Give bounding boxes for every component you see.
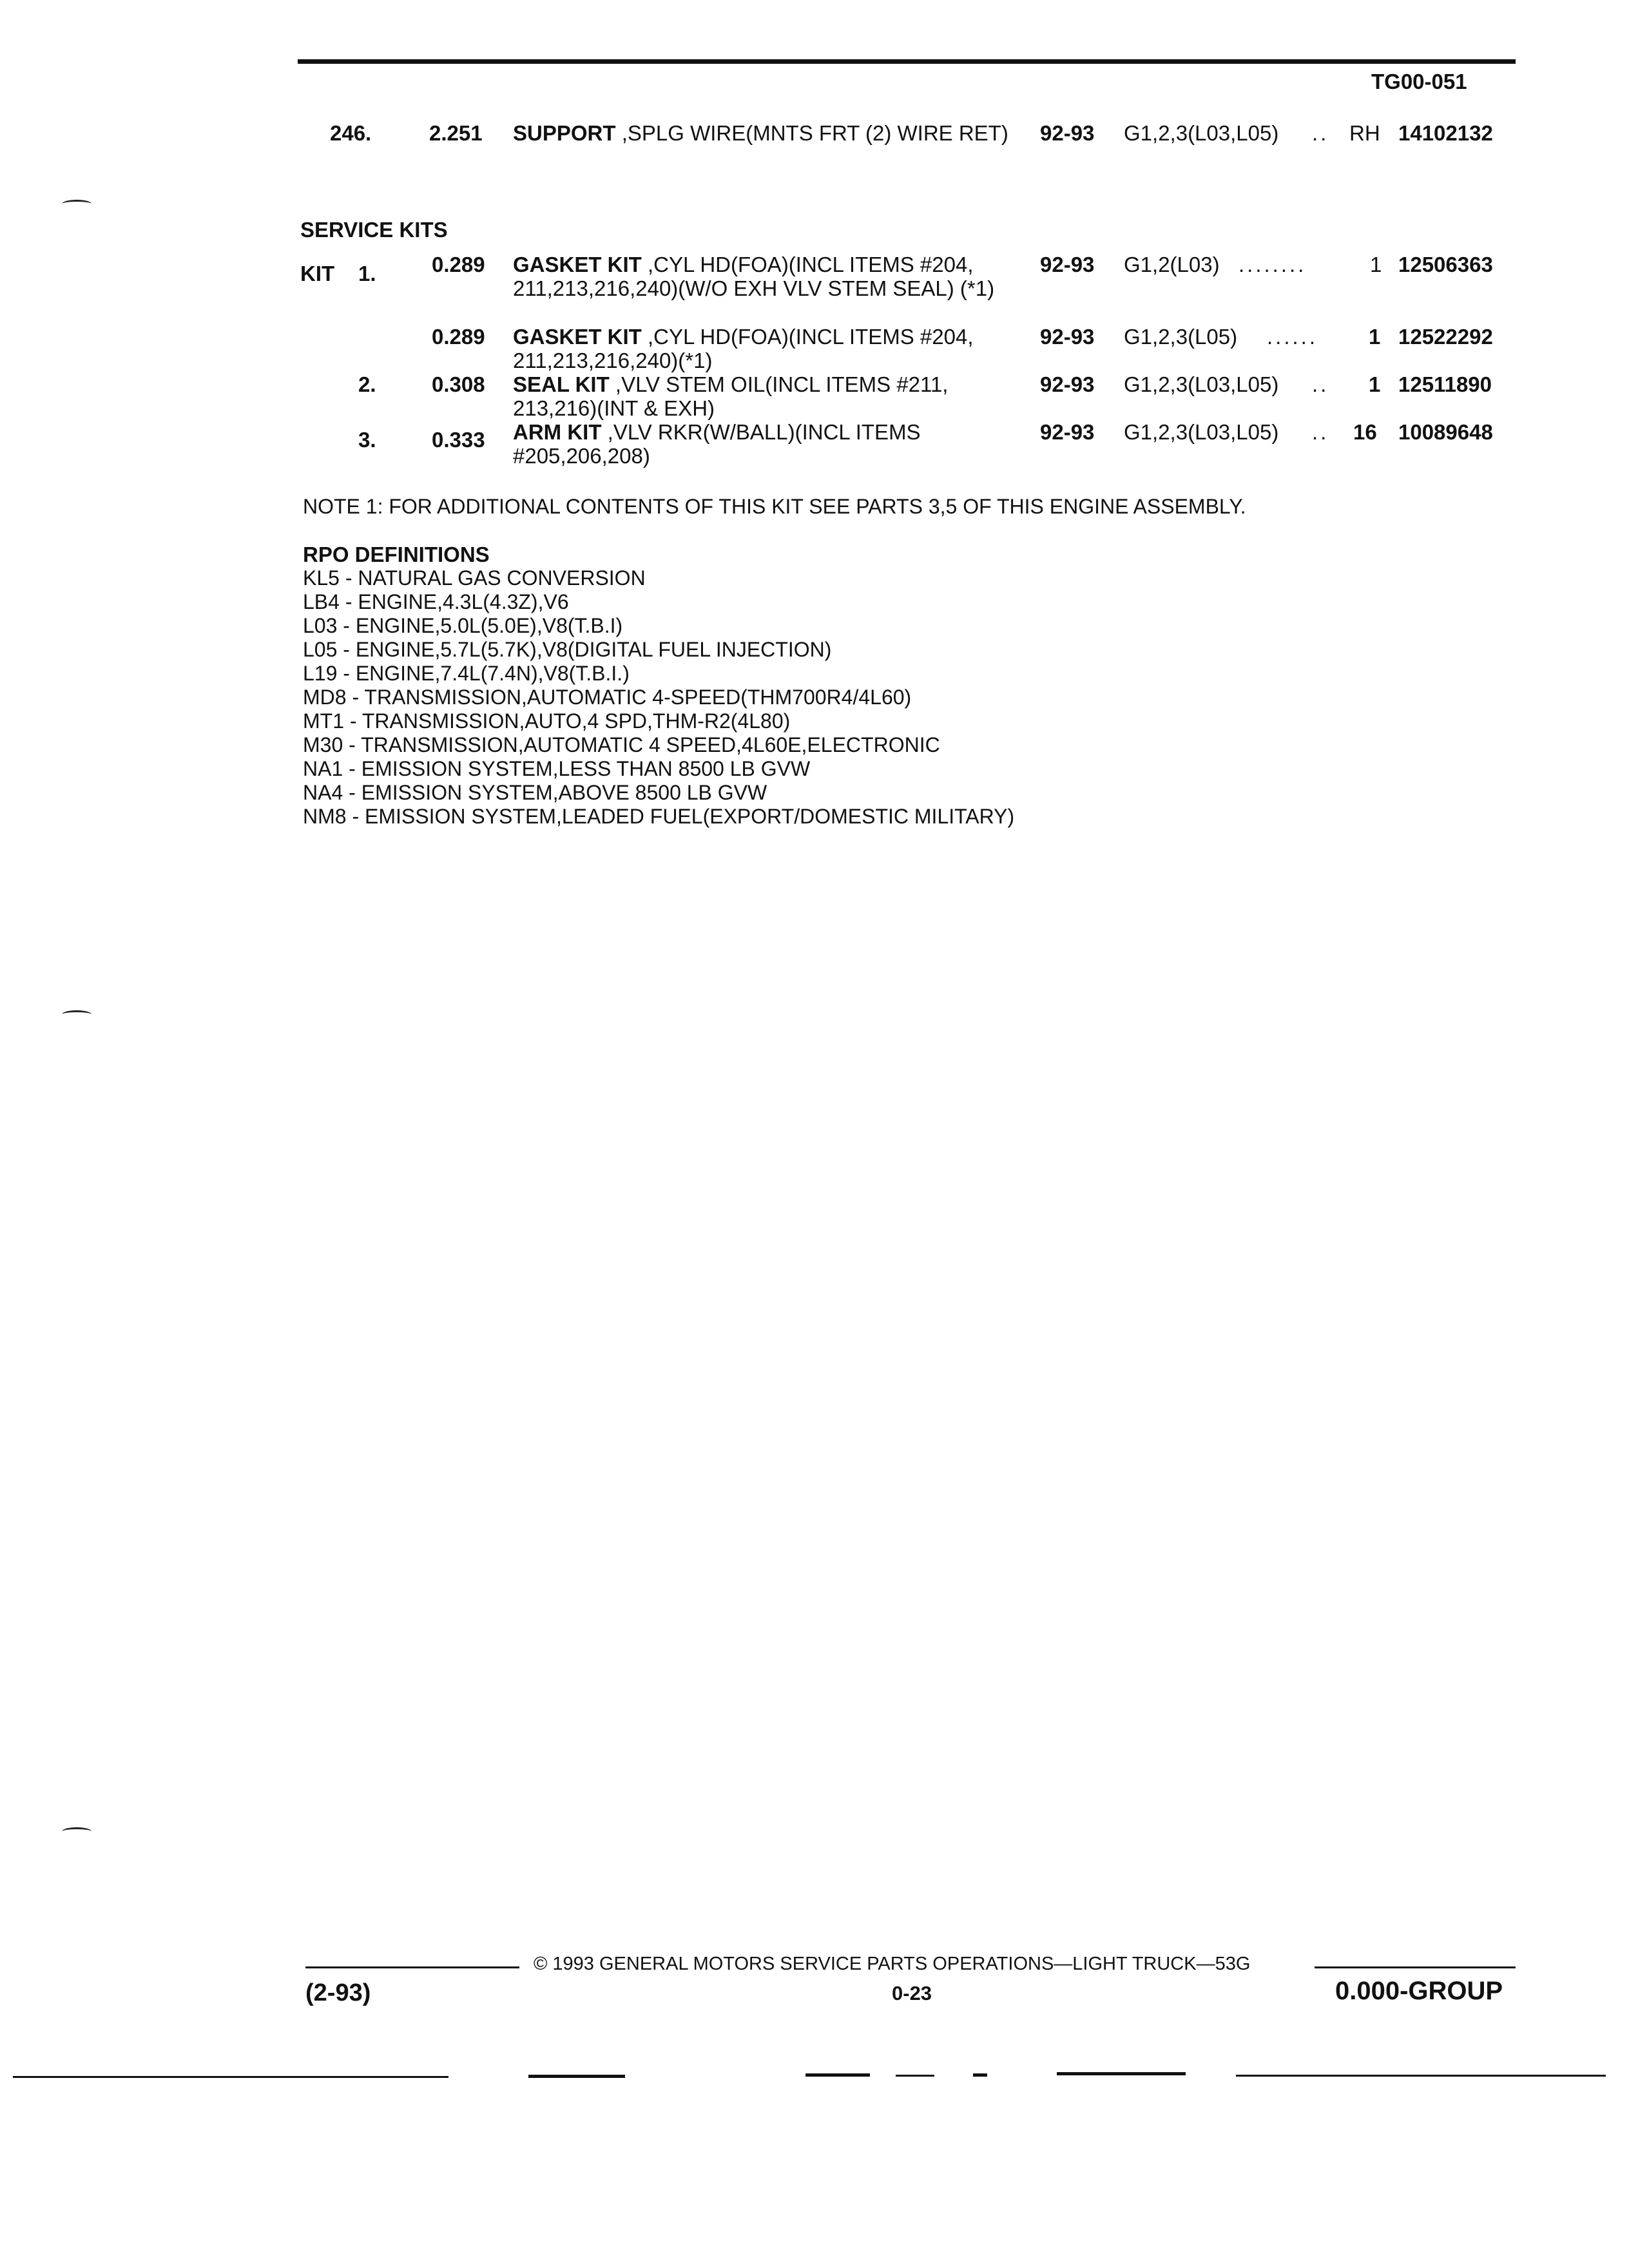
part-number: 12522292 (1398, 325, 1493, 349)
models: G1,2,3(L05) (1124, 325, 1238, 349)
part-name: ARM KIT (513, 420, 602, 444)
models: G1,2,3(L03,L05) (1124, 121, 1279, 145)
kit-label: KIT (300, 262, 335, 285)
part-number: 14102132 (1398, 121, 1493, 145)
leader-dots: .. (1312, 121, 1329, 145)
rpo-line: L03 - ENGINE,5.0L(5.0E),V8(T.B.I) (303, 614, 623, 637)
rpo-line: NA1 - EMISSION SYSTEM,LESS THAN 8500 LB GVW (303, 757, 811, 780)
page-number: 0-23 (892, 1982, 932, 2004)
rpo-line: KL5 - NATURAL GAS CONVERSION (303, 566, 646, 590)
years: 92-93 (1040, 420, 1095, 444)
part-name: GASKET KIT (513, 325, 642, 349)
part-desc-text: ,CYL HD(FOA)(INCL ITEMS #204, 211,213,216,240)(W/O EXH VLV STEM SEAL) (*1) (513, 253, 995, 300)
part-name: GASKET KIT (513, 253, 642, 276)
years: 92-93 (1040, 372, 1095, 396)
bottom-rule (973, 2073, 987, 2077)
bottom-rule (1057, 2072, 1186, 2075)
rpo-definitions (303, 543, 1014, 829)
part-desc-text: ,SPLG WIRE(MNTS FRT (2) WIRE RET) (621, 121, 1008, 145)
header-rule (298, 59, 1516, 64)
years: 92-93 (1040, 325, 1095, 349)
part-number: 12511890 (1398, 372, 1492, 396)
rpo-line: LB4 - ENGINE,4.3L(4.3Z),V6 (303, 590, 569, 613)
group-label: 0.000-GROUP (1335, 1977, 1503, 2005)
part-description (513, 121, 1009, 145)
part-description (513, 372, 1009, 420)
binder-mark (62, 1827, 92, 1836)
bottom-rule (896, 2075, 934, 2077)
kit-number: 2. (358, 372, 376, 396)
qty: 1 (1370, 253, 1382, 276)
kit-row (0, 253, 1629, 326)
models: G1,2,3(L03,L05) (1124, 372, 1279, 396)
kit-note: NOTE 1: FOR ADDITIONAL CONTENTS OF THIS KIT SEE PARTS 3,5 OF THIS ENGINE ASSEMBLY. (303, 495, 1246, 518)
leader-dots: .. (1312, 420, 1329, 444)
ref-number: 0.308 (432, 372, 485, 396)
rpo-line: MT1 - TRANSMISSION,AUTO,4 SPD,THM-R2(4L80) (303, 709, 791, 733)
part-description (513, 420, 1009, 468)
ref-number: 0.289 (432, 253, 485, 276)
part-desc-text: ,VLV STEM OIL(INCL ITEMS #211, 213,216)(INT & EXH) (513, 372, 949, 420)
bottom-rule (805, 2073, 870, 2077)
part-number: 10089648 (1398, 420, 1493, 444)
rpo-title: RPO DEFINITIONS (303, 543, 490, 566)
qty: 1 (1369, 372, 1381, 396)
parts-row (0, 121, 1629, 179)
ref-number: 0.289 (432, 325, 485, 349)
leader-dots: ........ (1239, 253, 1307, 276)
ref-number: 0.333 (432, 428, 485, 452)
part-desc-text: ,VLV RKR(W/BALL)(INCL ITEMS #205,206,208) (513, 420, 921, 468)
rpo-line: NM8 - EMISSION SYSTEM,LEADED FUEL(EXPORT/DOMESTIC MILITARY) (303, 805, 1015, 828)
part-description (513, 253, 1009, 300)
binder-mark (62, 1010, 92, 1019)
bottom-rule (13, 2076, 448, 2078)
kit-row (0, 372, 1629, 420)
qty: 16 (1353, 420, 1377, 444)
rpo-line: L05 - ENGINE,5.7L(5.7K),V8(DIGITAL FUEL INJECTION) (303, 638, 832, 661)
years: 92-93 (1040, 121, 1095, 145)
ref-number: 2.251 (429, 121, 483, 145)
part-number: 12506363 (1398, 253, 1493, 276)
leader-dots: .. (1312, 372, 1329, 396)
footer-rule-left (305, 1966, 519, 1968)
qty: 1 (1369, 325, 1381, 349)
copyright: © 1993 GENERAL MOTORS SERVICE PARTS OPERATIONS—LIGHT TRUCK—53G (534, 1954, 1251, 1974)
rpo-line: L19 - ENGINE,7.4L(7.4N),V8(T.B.I.) (303, 662, 630, 685)
footer-rule-right (1315, 1966, 1516, 1968)
page-code: TG00-051 (1371, 70, 1467, 93)
rpo-line: MD8 - TRANSMISSION,AUTOMATIC 4-SPEED(THM700R4/4L60) (303, 686, 912, 709)
part-description (513, 325, 1009, 372)
part-desc-text: ,CYL HD(FOA)(INCL ITEMS #204, 211,213,216,240)(*1) (513, 325, 974, 372)
bottom-rule (528, 2075, 625, 2078)
part-name: SEAL KIT (513, 372, 610, 396)
kit-number: 1. (358, 262, 376, 285)
kit-row (0, 420, 1629, 468)
leader-dots: ...... (1267, 325, 1318, 349)
bottom-rule (1236, 2075, 1606, 2077)
years: 92-93 (1040, 253, 1095, 276)
rpo-line: NA4 - EMISSION SYSTEM,ABOVE 8500 LB GVW (303, 781, 767, 804)
rpo-line: M30 - TRANSMISSION,AUTOMATIC 4 SPEED,4L60E,ELECTRONIC (303, 733, 940, 756)
revision-date: (2-93) (305, 1979, 371, 2006)
section-title: SERVICE KITS (300, 218, 448, 242)
item-number: 246. (330, 121, 372, 145)
binder-mark (62, 200, 92, 208)
part-name: SUPPORT (513, 121, 616, 145)
kit-number: 3. (358, 428, 376, 452)
models: G1,2,3(L03,L05) (1124, 420, 1279, 444)
qty: RH (1349, 121, 1380, 145)
models: G1,2(L03) (1124, 253, 1220, 276)
kit-row (0, 325, 1629, 372)
